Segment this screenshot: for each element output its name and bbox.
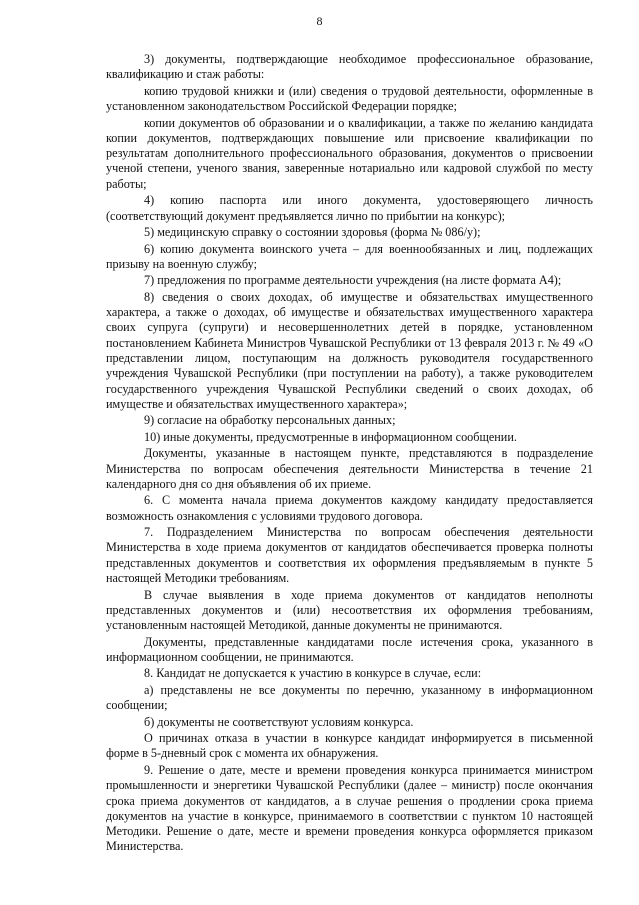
page-number: 8: [316, 14, 323, 28]
paragraph-section-6: 6. С момента начала приема документов каждому кандидату предоставляется возможность ознакомления с условиями трудового договора.: [106, 493, 593, 523]
paragraph-section-7: 7. Подразделением Министерства по вопросам обеспечения деятельности Министерства в ходе приема документов от кандидатов обеспечивается проверка полноты представленных документов и соответствия их оформления предъявляемым в пункте 5 настоящей Методики требованиям.: [106, 525, 593, 586]
paragraph-section-8: 8. Кандидат не допускается к участию в конкурсе в случае, если:: [144, 666, 482, 681]
paragraph-submission-deadline: Документы, указанные в настоящем пункте, представляются в подразделение Министерства по вопросам обеспечения деятельности Министерства в течение 21 календарного дня со дня объявления об их приеме.: [106, 446, 593, 491]
paragraph-item-4-passport: 4) копию паспорта или иного документа, удостоверяющего личность (соответствующий документ предъявляется лично по прибытии на конкурс);: [106, 193, 593, 223]
paragraph-incomplete-docs: В случае выявления в ходе приема документов от кандидатов неполноты представленных документов и (или) несоответствия их оформления требованиям, установленным настоящей Методикой, данные документы не принимаются.: [106, 587, 593, 633]
paragraph-labor-book: копию трудовой книжки и (или) сведения о трудовой деятельности, оформленные в установленном законодательством Российской Федерации порядке;: [106, 83, 593, 114]
paragraph-item-10-other: 10) иные документы, предусмотренные в информационном сообщении.: [144, 429, 517, 444]
paragraph-refusal-notice: О причинах отказа в участии в конкурсе кандидат информируется в письменной форме в 5-дневный срок с момента их обнаружения.: [106, 731, 593, 761]
paragraph-item-7-proposals: 7) предложения по программе деятельности учреждения (на листе формата А4);: [144, 273, 562, 288]
paragraph-item-5-medical: 5) медицинскую справку о состоянии здоровья (форма № 086/у);: [144, 225, 481, 240]
paragraph-reason-b: б) документы не соответствуют условиям конкурса.: [144, 714, 414, 729]
paragraph-item-9-consent: 9) согласие на обработку персональных данных;: [144, 413, 396, 428]
paragraph-section-9: 9. Решение о дате, месте и времени проведения конкурса принимается министром промышленности и энергетики Чувашской Республики (далее – министр) после окончания срока приема документов от кандидатов, а в случае решения о продлении срока приема документов на участие в конкурсе, принимаемого в соответствии с пунктом 10 настоящей Методики. Решение о дате, месте и времени проведения конкурса оформляется приказом Министерства.: [106, 762, 593, 854]
paragraph-reason-a: а) представлены не все документы по перечню, указанному в информационном сообщении;: [106, 682, 593, 713]
paragraph-item-8-income: 8) сведения о своих доходах, об имуществе и обязательствах имущественного характера, а также о доходах, об имуществе и обязательствах имущественного характера своих супруга (супруги) и несовершеннолетних детей в порядке, установленном постановлением Кабинета Министров Чувашской Республики от 13 февраля 2013 г. № 49 «О представлении лицом, поступающим на должность руководителя государственного учреждения Чувашской Республики (при поступлении на работу), а также руководителем государственного учреждения Чувашской Республики сведений о своих доходах, об имуществе и обязательствах имущественного характера»;: [106, 289, 593, 411]
document-body: [106, 52, 593, 856]
paragraph-education-copies: копии документов об образовании и о квалификации, а также по желанию кандидата копии документов, подтверждающих повышение или присвоение квалификации по результатам дополнительного профессионального образования, документов о присвоении ученой степени, ученого звания, заверенные нотариально или кадровой службой по месту работы;: [106, 115, 593, 191]
paragraph-item-3-education: 3) документы, подтверждающие необходимое профессиональное образование, квалификацию и стаж работы:: [106, 52, 593, 82]
paragraph-item-6-military: 6) копию документа воинского учета – для военнообязанных и лиц, подлежащих призыву на военную службу;: [106, 241, 593, 271]
paragraph-late-docs: Документы, представленные кандидатами после истечения срока, указанного в информационном сообщении, не принимаются.: [106, 634, 593, 664]
